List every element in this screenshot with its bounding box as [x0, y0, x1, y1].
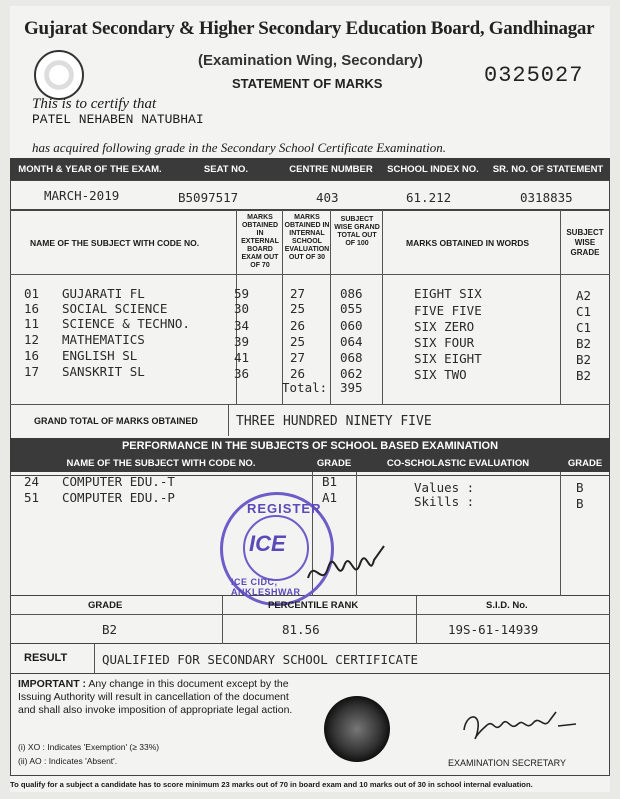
external-marks: 59	[234, 286, 250, 301]
note-exemption: (i) XO : Indicates 'Exemption' (≥ 33%)	[18, 742, 160, 752]
marksheet	[10, 6, 610, 792]
stamp-logo-text: ICE	[249, 531, 286, 556]
scribble-signature-icon	[304, 538, 388, 592]
subject-code: 01	[24, 286, 40, 301]
subject-name: SOCIAL SCIENCE	[62, 301, 168, 316]
sr-no-value: 0318835	[520, 190, 573, 205]
centre-number-value: 403	[316, 190, 339, 205]
external-marks-header: MARKS OBTAINED IN EXTERNAL BOARD EXAM OUT OF 70	[241, 214, 279, 269]
note-absent: (ii) AO : Indicates 'Absent'.	[18, 756, 118, 766]
marks-words: SIX EIGHT	[414, 351, 482, 366]
exam-month-header: MONTH & YEAR OF THE EXAM.	[10, 158, 170, 180]
sid-header: S.I.D. No.	[486, 600, 528, 611]
important-notice	[18, 678, 294, 717]
subject-code: 16	[24, 348, 40, 363]
school-index-header: SCHOOL INDEX NO.	[380, 158, 486, 180]
subject-grade: B2	[576, 336, 592, 351]
subject-name: GUJARATI FL	[62, 286, 145, 301]
total-label: Total:	[282, 380, 328, 395]
internal-marks: 26	[290, 318, 306, 333]
co-scholastic-label: Values :	[414, 480, 475, 495]
marks-words: SIX FOUR	[414, 335, 475, 350]
grade-value: B2	[102, 622, 118, 637]
subject-name: SANSKRIT SL	[62, 364, 145, 379]
secretary-signature-icon	[460, 706, 580, 746]
subject-grade: B2	[576, 352, 592, 367]
total-marks: 064	[340, 334, 363, 349]
total-marks: 068	[340, 350, 363, 365]
subject-grade: C1	[576, 320, 592, 335]
important-text: Any change in this document except by the Issuing Authority will result in cancellation of the document and shall also invoke imposition of appropriate legal action.	[18, 678, 293, 716]
serial-number: 0325027	[484, 63, 584, 88]
subject-name: MATHEMATICS	[62, 332, 145, 347]
co-scholastic-grade: B	[576, 496, 584, 511]
subject-name-header: NAME OF THE SUBJECT WITH CODE NO.	[30, 238, 200, 248]
external-marks: 36	[234, 366, 250, 381]
result-label: RESULT	[24, 652, 68, 664]
external-marks: 30	[234, 301, 250, 316]
school-based-title: PERFORMANCE IN THE SUBJECTS OF SCHOOL BASED EXAMINATION	[10, 438, 610, 454]
secretary-title: EXAMINATION SECRETARY	[448, 758, 567, 768]
internal-marks: 25	[290, 334, 306, 349]
certify-text: This is to certify that	[32, 96, 157, 112]
marks-words: EIGHT SIX	[414, 286, 482, 301]
total-marks: 086	[340, 286, 363, 301]
subject-grade: B2	[576, 368, 592, 383]
school-subject-header: NAME OF THE SUBJECT WITH CODE NO.	[10, 454, 312, 472]
school-subject-name: COMPUTER EDU.-T	[62, 474, 175, 489]
external-marks: 39	[234, 334, 250, 349]
centre-number-header: CENTRE NUMBER	[282, 158, 380, 180]
subject-code: 16	[24, 301, 40, 316]
board-seal-icon	[324, 696, 390, 762]
grand-total-header: SUBJECT WISE GRAND TOTAL OUT OF 100	[334, 216, 380, 247]
subject-grade: C1	[576, 304, 592, 319]
grand-total-value: THREE HUNDRED NINETY FIVE	[236, 414, 432, 429]
grand-total-label: GRAND TOTAL OF MARKS OBTAINED	[34, 416, 198, 426]
statement-title: STATEMENT OF MARKS	[232, 76, 383, 91]
subject-name: SCIENCE & TECHNO.	[62, 316, 190, 331]
internal-marks-header: MARKS OBTAINED IN INTERNAL SCHOOL EVALUATION OUT OF 30	[284, 214, 330, 261]
school-subject-grade: A1	[322, 490, 338, 505]
total-marks: 055	[340, 301, 363, 316]
school-subject-code: 24	[24, 474, 40, 489]
sid-value: 19S-61-14939	[448, 622, 539, 637]
acquired-text: has acquired following grade in the Secondary School Certificate Examination.	[32, 140, 447, 155]
school-subject-name: COMPUTER EDU.-P	[62, 490, 175, 505]
internal-marks: 27	[290, 350, 306, 365]
total-marks: 060	[340, 318, 363, 333]
board-title: Gujarat Secondary & Higher Secondary Education Board, Gandhinagar	[24, 18, 595, 39]
result-value: QUALIFIED FOR SECONDARY SCHOOL CERTIFICATE	[102, 652, 419, 667]
subject-code: 11	[24, 316, 40, 331]
external-marks: 34	[234, 318, 250, 333]
sr-no-header: SR. NO. OF STATEMENT	[486, 158, 610, 180]
total-marks: 062	[340, 366, 363, 381]
stamp-top-text: REGISTER	[247, 501, 322, 516]
co-scholastic-label: Skills :	[414, 494, 475, 509]
marks-words-header: MARKS OBTAINED IN WORDS	[406, 238, 530, 248]
board-logo-icon	[34, 50, 84, 100]
internal-marks: 27	[290, 286, 306, 301]
subject-code: 17	[24, 364, 40, 379]
grade-header: GRADE	[88, 600, 123, 611]
marks-words: SIX TWO	[414, 367, 467, 382]
subtitle: (Examination Wing, Secondary)	[198, 52, 423, 69]
subject-name: ENGLISH SL	[62, 348, 138, 363]
school-grade-header: GRADE	[312, 454, 356, 472]
stamp-bottom-text: ICE CIDC, ANKLESHWAR	[231, 577, 301, 597]
exam-month-value: MARCH-2019	[44, 188, 120, 203]
candidate-name: PATEL NEHABEN NATUBHAI	[32, 112, 204, 127]
external-marks: 41	[234, 350, 250, 365]
important-lead: IMPORTANT :	[18, 678, 87, 690]
internal-marks: 25	[290, 301, 306, 316]
marks-words: FIVE FIVE	[414, 303, 482, 318]
seat-no-header: SEAT NO.	[170, 158, 282, 180]
subject-grade-header: SUBJECT WISE GRADE	[566, 228, 604, 257]
school-subject-code: 51	[24, 490, 40, 505]
footer-note: To qualify for a subject a candidate has to score minimum 23 marks out of 70 in board exam and 10 marks out of 30 in school internal evaluation.	[10, 780, 533, 789]
school-subject-grade: B1	[322, 474, 338, 489]
co-grade-header: GRADE	[560, 454, 610, 472]
subject-grade: A2	[576, 288, 592, 303]
school-index-value: 61.212	[406, 190, 452, 205]
total-value: 395	[340, 380, 363, 395]
co-scholastic-header: CO-SCHOLASTIC EVALUATION	[356, 454, 560, 472]
percentile-value: 81.56	[282, 622, 320, 637]
percentile-header: PERCENTILE RANK	[268, 600, 359, 611]
subject-code: 12	[24, 332, 40, 347]
internal-marks: 26	[290, 366, 306, 381]
marks-words: SIX ZERO	[414, 319, 475, 334]
seat-no-value: B5097517	[178, 190, 239, 205]
co-scholastic-grade: B	[576, 480, 584, 495]
